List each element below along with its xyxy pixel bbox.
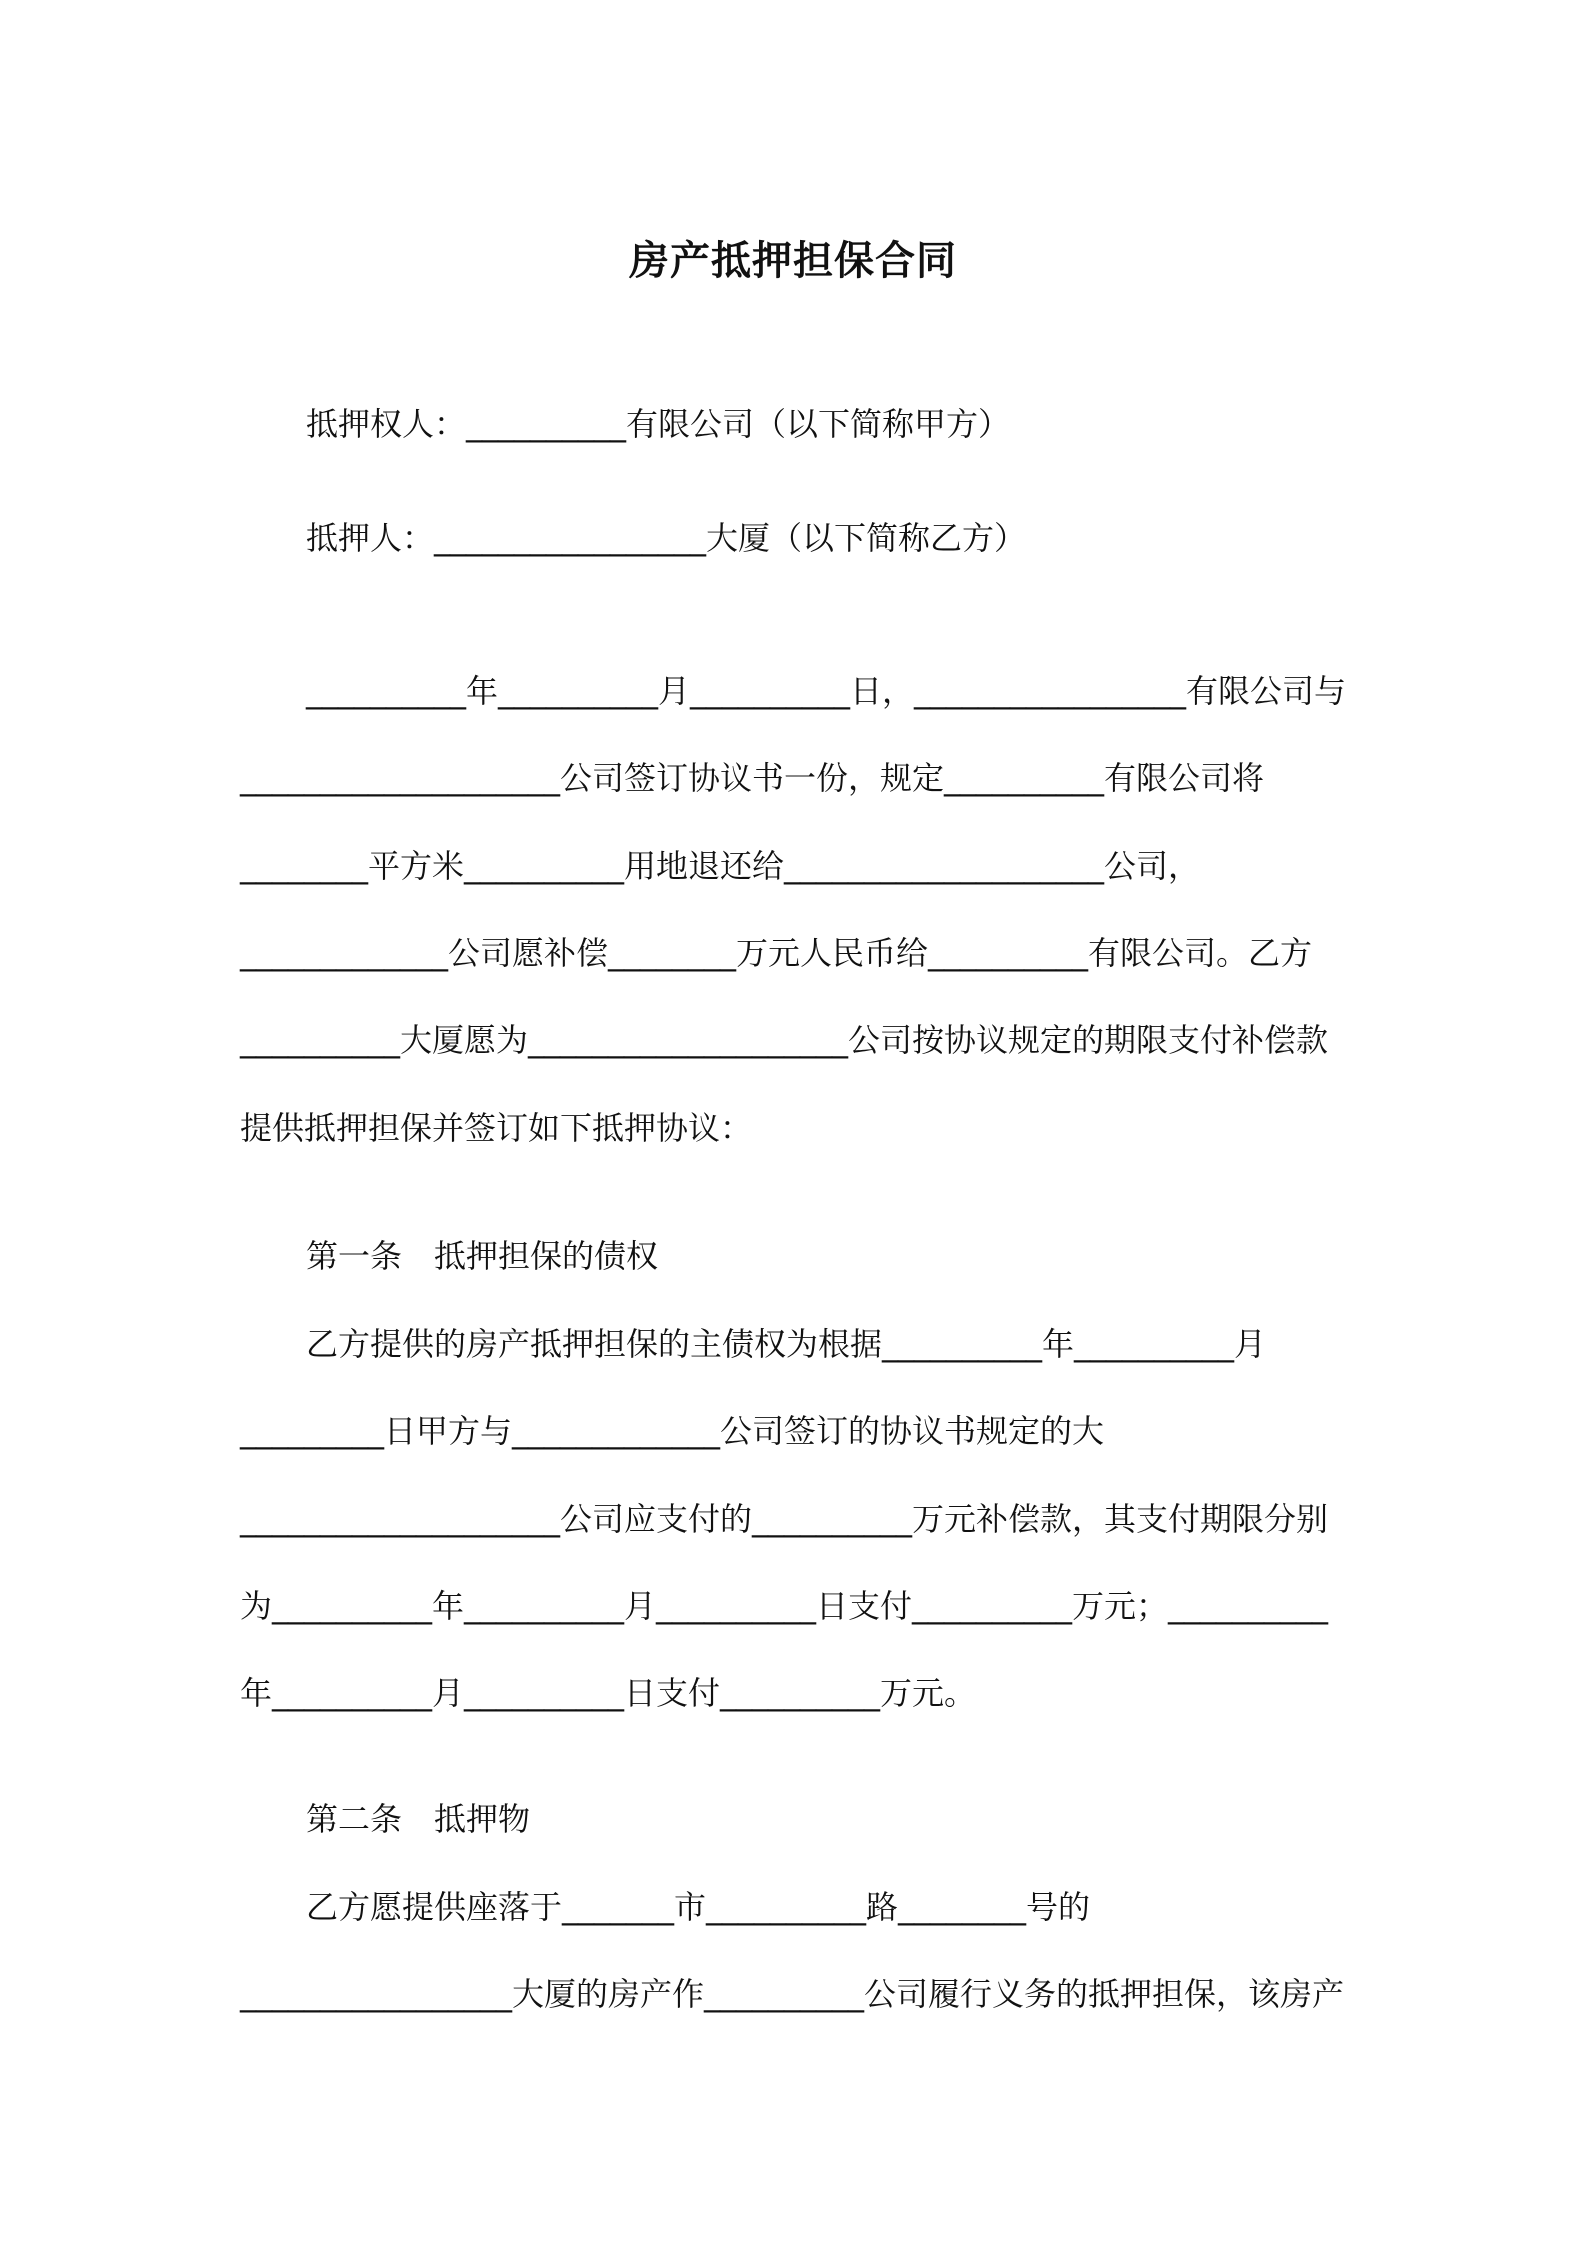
preamble-line-6: 提供抵押担保并签订如下抵押协议：: [240, 1109, 753, 1147]
preamble-line-2: ____________________公司签订协议书一份，规定__________有限公司将: [240, 759, 1265, 797]
article1-line-2: _________日甲方与_____________公司签订的协议书规定的大: [240, 1412, 1105, 1450]
article1-line-5: 年__________月__________日支付__________万元。: [240, 1674, 977, 1712]
document-title: 房产抵押担保合同: [629, 238, 957, 284]
preamble-line-4: _____________公司愿补偿________万元人民币给__________有限公司。乙方: [240, 934, 1313, 972]
party-mortgagee: 抵押权人：__________有限公司（以下简称甲方）: [306, 405, 1011, 443]
article1-line-1: 乙方提供的房产抵押担保的主债权为根据__________年__________月: [306, 1325, 1267, 1363]
article2-line-1: 乙方愿提供座落于_______市__________路________号的: [306, 1888, 1091, 1926]
party-mortgagor: 抵押人：_________________大厦（以下简称乙方）: [306, 519, 1027, 557]
article1-line-3: ____________________公司应支付的__________万元补偿款，其支付期限分别: [240, 1500, 1329, 1538]
article1-heading: 第一条 抵押担保的债权: [306, 1237, 659, 1275]
preamble-line-5: __________大厦愿为____________________公司按协议规定的期限支付补偿款: [240, 1021, 1329, 1059]
article2-line-2: _________________大厦的房产作__________公司履行义务的抵押担保，该房产: [240, 1975, 1345, 2013]
article1-line-4: 为__________年__________月__________日支付__________万元；__________: [240, 1587, 1329, 1625]
preamble-line-3: ________平方米__________用地退还给____________________公司，: [240, 847, 1201, 885]
article2-heading: 第二条 抵押物: [306, 1800, 531, 1838]
preamble-line-1: __________年__________月__________日，_________________有限公司与: [306, 672, 1347, 710]
